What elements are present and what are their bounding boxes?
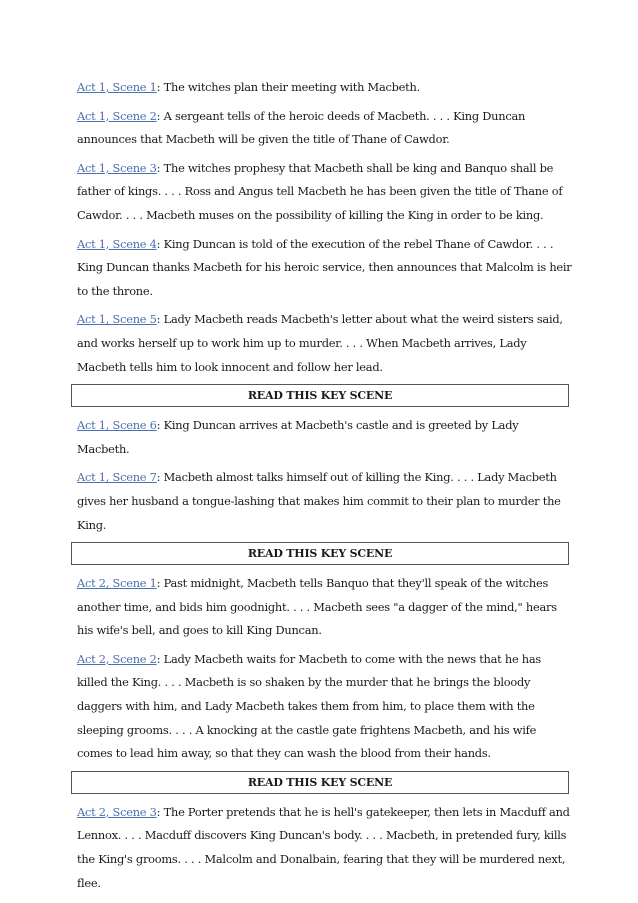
scene-entry [77,801,572,895]
scene-link[interactable]: Act 1, Scene 5 [77,312,157,327]
scene-summary: : The witches prophesy that Macbeth shall be king and Banquo shall be father of kings. . . . Ross and Angus tell Macbeth he has been given the title of Thane of Cawdor. . . . Macbeth muses on the possibility of killing the King in order to be king. [77,160,563,222]
scene-link[interactable]: Act 1, Scene 4 [77,236,157,251]
scene-entry [77,105,572,152]
scene-summary: : King Duncan is told of the execution of the rebel Thane of Cawdor. . . . King Duncan thanks Macbeth for his heroic service, then announces that Malcolm is heir to the throne. [77,236,572,298]
scene-link[interactable]: Act 1, Scene 3 [77,160,157,175]
scene-entry [77,308,572,379]
scene-summary: : King Duncan arrives at Macbeth's castle and is greeted by Lady Macbeth. [77,418,519,456]
scene-entry [77,648,572,766]
scene-summary: : A sergeant tells of the heroic deeds of Macbeth. . . . King Duncan announces that Macbeth will be given the title of Thane of Cawdor. [77,108,526,147]
scene-entry [77,414,572,461]
scene-summary: : Past midnight, Macbeth tells Banquo that they'll speak of the witches another time, and bids him goodnight. . . . Macbeth sees "a dagger of the mind," hears his wife's bell, and goes to kill King Duncan. [77,576,557,638]
scene-link[interactable]: Act 2, Scene 2 [77,651,157,666]
scene-summary: : The witches plan their meeting with Macbeth. [156,80,420,94]
scene-entry [77,233,572,304]
scene-entry [77,76,572,100]
scene-summary: : Lady Macbeth waits for Macbeth to come with the news that he has killed the King. . . . Macbeth is so shaken by the murder that he brings the bloody daggers with him, and Lady Macbeth takes them from him, to place them with the sleeping grooms. . . . A knocking at the castle gate frightens Macbeth, and his wife comes to lead him away, so that they can wash the blood from their hands. [77,651,542,761]
scene-summary-list [77,76,572,900]
scene-link[interactable]: Act 1, Scene 2 [77,108,157,123]
key-scene-banner: READ THIS KEY SCENE [71,542,569,565]
scene-link[interactable]: Act 1, Scene 7 [77,470,157,485]
scene-link[interactable]: Act 2, Scene 1 [77,576,157,591]
key-scene-banner: READ THIS KEY SCENE [71,771,569,794]
scene-link[interactable]: Act 2, Scene 3 [77,804,157,819]
scene-summary: : Lady Macbeth reads Macbeth's letter about what the weird sisters said, and works herself up to work him up to murder. . . . When Macbeth arrives, Lady Macbeth tells him to look innocent and follow her lead. [77,312,563,374]
scene-link[interactable]: Act 1, Scene 6 [77,418,157,433]
scene-entry [77,466,572,537]
scene-summary: : The Porter pretends that he is hell's gatekeeper, then lets in Macduff and Lennox. . . . Macduff discovers King Duncan's body. . . . Macbeth, in pretended fury, kills the King's grooms. . . . Malcolm and Donalbain, fearing that they will be murdered next, flee. [77,804,570,890]
key-scene-banner: READ THIS KEY SCENE [71,384,569,407]
scene-entry [77,572,572,643]
scene-summary: : Macbeth almost talks himself out of killing the King. . . . Lady Macbeth gives her husband a tongue-lashing that makes him commit to their plan to murder the King. [77,470,561,532]
scene-entry [77,157,572,228]
scene-link[interactable]: Act 1, Scene 1 [77,80,157,94]
